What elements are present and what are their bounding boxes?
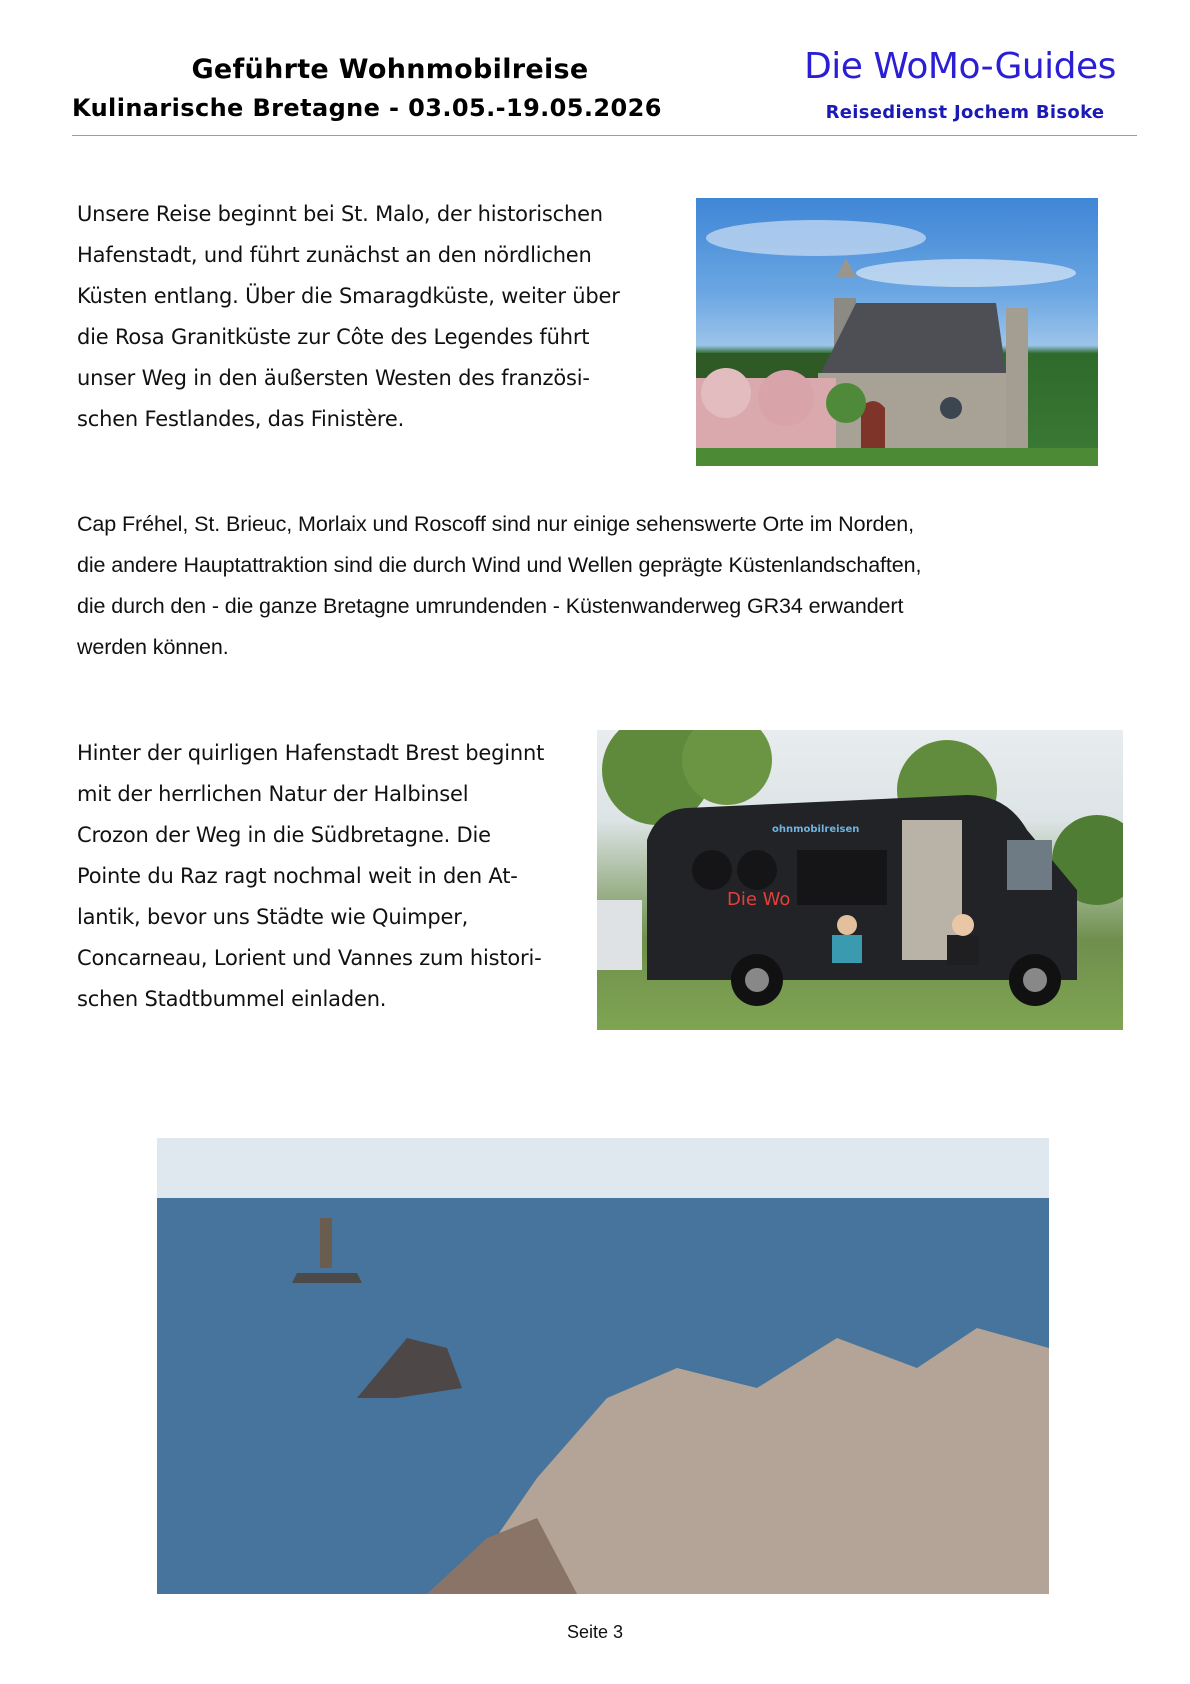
text-line: Pointe du Raz ragt nochmal weit in den At- [77, 864, 518, 888]
chapel-illustration [696, 198, 1098, 466]
text-line: schen Festlandes, das Finistère. [77, 407, 405, 431]
text-line: Unsere Reise beginnt bei St. Malo, der historischen [77, 202, 603, 226]
text-line: Hinter der quirligen Hafenstadt Brest beginnt [77, 741, 545, 765]
text-line: die andere Hauptattraktion sind die durch Wind und Wellen geprägte Küstenlandschaften, [77, 553, 922, 577]
svg-text:Die Wo: Die Wo [727, 889, 791, 910]
header-subtitle: Kulinarische Bretagne - 03.05.-19.05.2026 [72, 94, 662, 122]
text-line: Concarneau, Lorient und Vannes zum histori- [77, 946, 542, 970]
header-title: Geführte Wohnmobilreise [191, 54, 589, 85]
text-line: Küsten entlang. Über die Smaragdküste, weiter über [77, 284, 620, 308]
chapel-photo [696, 198, 1098, 466]
text-line: Crozon der Weg in die Südbretagne. Die [77, 823, 491, 847]
header-divider [72, 135, 1137, 136]
text-line: unser Weg in den äußersten Westen des französi- [77, 366, 590, 390]
coastline-illustration [157, 1138, 1049, 1594]
brand-logo-text: Die WoMo-Guides [804, 46, 1116, 87]
text-line: Hafenstadt, und führt zunächst an den nördlichen [77, 243, 592, 267]
text-line: Cap Fréhel, St. Brieuc, Morlaix und Roscoff sind nur einige sehenswerte Orte im Norden, [77, 512, 914, 536]
svg-text:ohnmobilreisen: ohnmobilreisen [772, 824, 860, 835]
text-line: schen Stadtbummel einladen. [77, 987, 387, 1011]
text-line: werden können. [77, 635, 229, 659]
text-line: lantik, bevor uns Städte wie Quimper, [77, 905, 469, 929]
camper-van-illustration [597, 730, 1123, 1030]
camper-van-photo [597, 730, 1123, 1030]
paragraph-intro [77, 194, 620, 440]
text-line: die Rosa Granitküste zur Côte des Legendes führt [77, 325, 590, 349]
text-line: mit der herrlichen Natur der Halbinsel [77, 782, 469, 806]
coastline-photo [157, 1138, 1049, 1594]
paragraph-north [77, 504, 921, 668]
page-number: Seite 3 [566, 1622, 624, 1642]
text-line: die durch den - die ganze Bretagne umrundenden - Küstenwanderweg GR34 erwandert [77, 594, 904, 618]
paragraph-south [77, 733, 544, 1020]
brand-subtitle: Reisedienst Jochem Bisoke [825, 102, 1105, 123]
